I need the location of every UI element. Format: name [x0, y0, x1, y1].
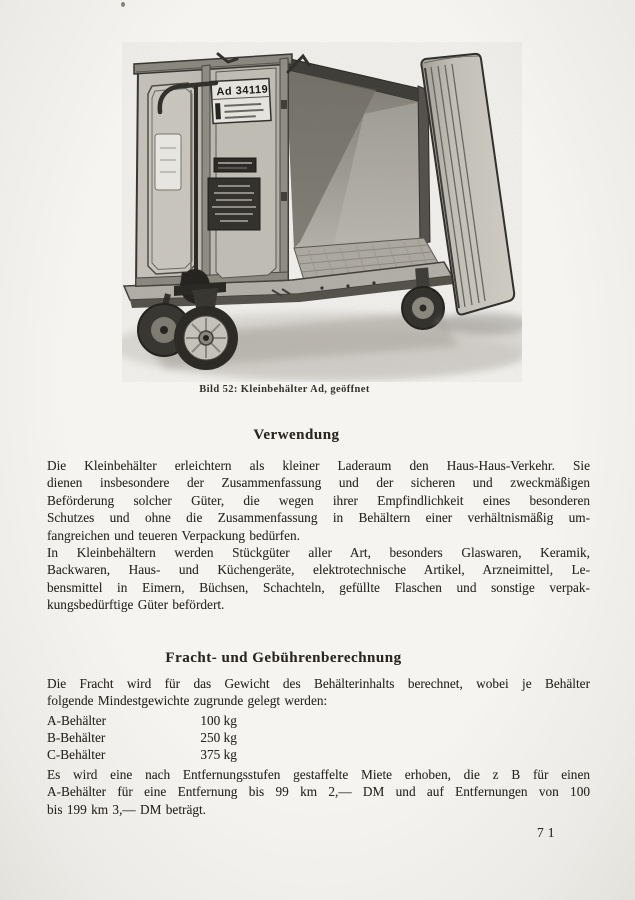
weights-table — [47, 713, 447, 763]
paragraph-line: Die Fracht wird für das Gewicht des Behälterinhalts berechnet, wobei je Behälter — [47, 676, 590, 691]
paragraph-line: Es wird eine nach Entfernungsstufen gestaffelte Miete erhoben, die z B für einen — [47, 767, 590, 782]
paragraph-line: fangreichen und teueren Verpackung bedürfen. — [47, 527, 300, 543]
table-row — [47, 747, 447, 764]
paragraph-line: kungsbedürftige Güter befördert. — [47, 597, 225, 613]
paragraph-use-1 — [47, 457, 590, 544]
weight-value: 100 kg — [200, 713, 237, 728]
page-number: 71 — [537, 825, 559, 840]
paragraph-line: In Kleinbehältern werden Stückgüter aller Art, besonders Glaswaren, Keramik, — [47, 545, 590, 560]
paragraph-freight-2 — [47, 766, 590, 818]
table-row — [47, 713, 447, 730]
paragraph-line: Die Kleinbehälter erleichtern als kleiner Laderaum den Haus-Haus-Verkehr. Sie — [47, 458, 590, 473]
figure-kleinbehaelter — [122, 42, 522, 382]
paragraph-freight-1 — [47, 675, 590, 710]
paragraph-use-2 — [47, 544, 590, 614]
paragraph-line: dienen insbesondere der Zusammenfassung und der sicheren und zweckmäßigen — [47, 475, 590, 491]
paragraph-line: bis 199 km 3,— DM beträgt. — [47, 801, 207, 817]
weight-label: A-Behälter — [47, 713, 107, 728]
paragraph-line: A-Behälter für eine Entfernung bis 99 km 2,— DM und auf Entfernungen von 100 — [47, 784, 590, 800]
kleinbehaelter-illustration — [122, 42, 522, 382]
weight-label: B-Behälter — [47, 729, 106, 745]
paragraph-line: bensmittel in Eimern, Büchsen, Schachteln, gefüllte Flaschen und sonstige verpak- — [47, 579, 590, 595]
paragraph-line: Schutzes und ohne die Zusammenfassung in Behältern einer verhältnismäßig um- — [47, 510, 590, 526]
table-row — [47, 730, 447, 747]
section-heading-fracht: Fracht- und Gebührenberechnung — [165, 650, 402, 666]
weight-label: C-Behälter — [47, 746, 106, 762]
section-heading-verwendung: Verwendung — [253, 427, 340, 443]
figure-caption: Bild 52: Kleinbehälter Ad, geöffnet — [199, 384, 370, 395]
paragraph-line: Beförderung solcher Güter, die wegen ihrer Empfindlichkeit eines besonderen — [47, 492, 590, 508]
halftone-grain — [122, 42, 522, 382]
weight-value: 250 kg — [200, 729, 237, 745]
scan-speck — [121, 2, 125, 7]
paragraph-line: Backwaren, Haus- und Küchengeräte, elektrotechnische Artikel, Arzneimittel, Le- — [47, 562, 590, 578]
weight-value: 375 kg — [200, 746, 237, 762]
paragraph-line: folgende Mindestgewichte zugrunde gelegt werden: — [47, 693, 328, 709]
